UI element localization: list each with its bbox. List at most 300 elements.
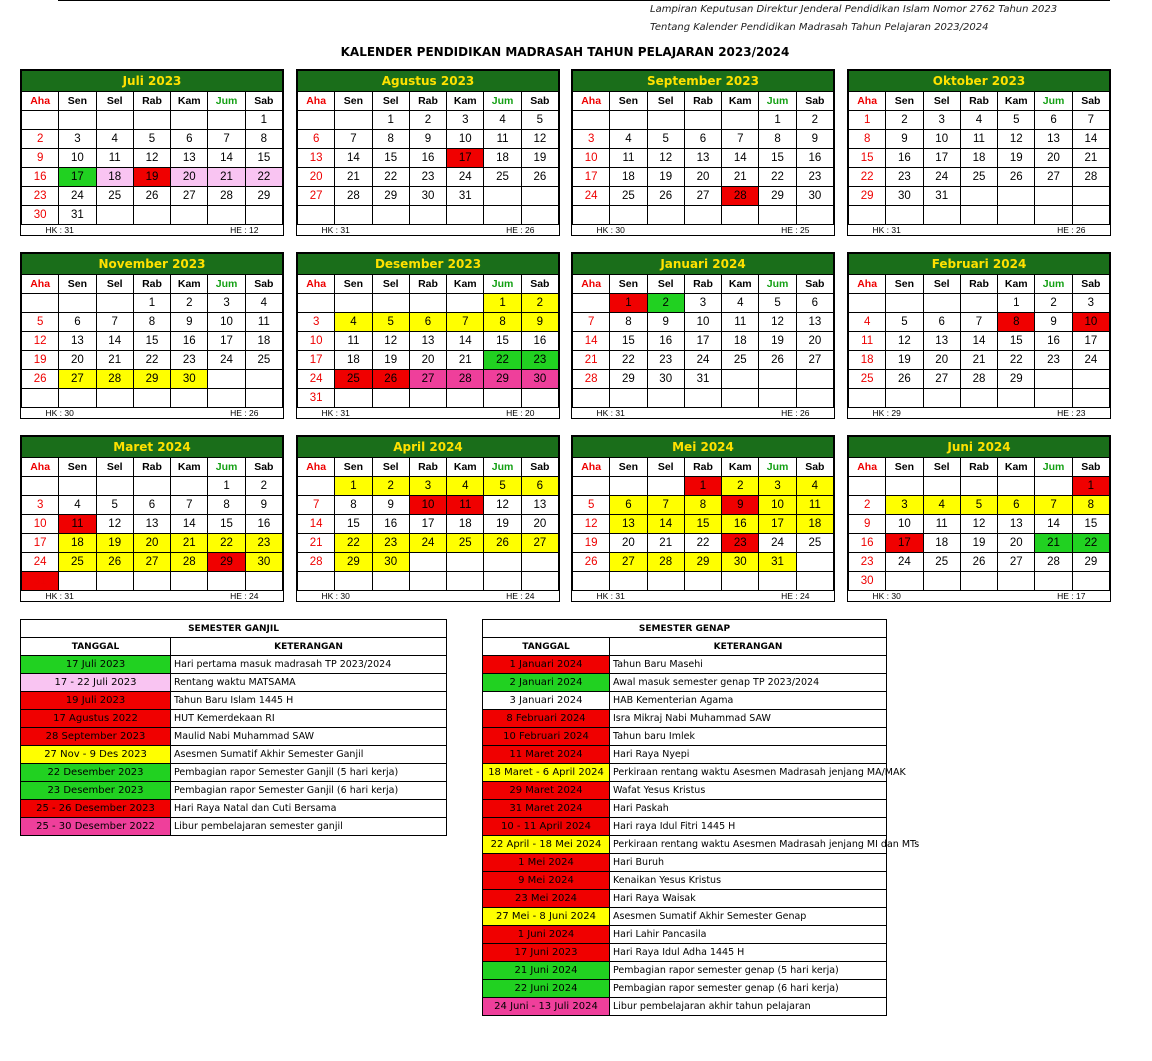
- empty-cell: [998, 187, 1035, 206]
- month-calendar: [296, 69, 560, 236]
- legend-description: Hari Paskah: [610, 800, 887, 818]
- day-cell: 22: [133, 351, 170, 370]
- day-cell: 7: [1072, 111, 1109, 130]
- day-cell: 13: [133, 515, 170, 534]
- day-cell: 17: [59, 168, 96, 187]
- legend-date: 27 Mei - 8 Juni 2024: [483, 908, 610, 926]
- weekday-header: Sel: [923, 458, 960, 477]
- day-cell: 1: [484, 294, 521, 313]
- day-cell: 26: [484, 534, 521, 553]
- day-cell: 3: [447, 111, 484, 130]
- day-cell: 13: [1035, 130, 1072, 149]
- empty-cell: [1035, 206, 1072, 225]
- day-cell: 14: [447, 332, 484, 351]
- day-cell: 17: [923, 149, 960, 168]
- legend-date: 22 Juni 2024: [483, 980, 610, 998]
- day-cell: 8: [849, 130, 886, 149]
- weekday-header: Jum: [484, 92, 521, 111]
- day-cell: 2: [171, 294, 208, 313]
- empty-cell: [886, 206, 923, 225]
- empty-cell: [722, 389, 759, 408]
- empty-cell: [684, 572, 721, 591]
- day-cell: 10: [923, 130, 960, 149]
- weekday-header: Jum: [759, 458, 796, 477]
- day-cell: 10: [886, 515, 923, 534]
- day-cell: 21: [1072, 149, 1109, 168]
- legend-col-desc: KETERANGAN: [610, 638, 887, 656]
- empty-cell: [484, 572, 521, 591]
- empty-cell: [96, 389, 133, 408]
- day-cell: 30: [409, 187, 446, 206]
- day-cell: 28: [1072, 168, 1109, 187]
- day-cell: 12: [647, 149, 684, 168]
- legend-description: Perkiraan rentang waktu Asesmen Madrasah jenjang MI dan MTs: [610, 836, 887, 854]
- empty-cell: [96, 477, 133, 496]
- day-cell: 24: [886, 553, 923, 572]
- legend-description: Hari Raya Waisak: [610, 890, 887, 908]
- legend-description: Hari Lahir Pancasila: [610, 926, 887, 944]
- empty-cell: [372, 206, 409, 225]
- day-cell: 7: [171, 496, 208, 515]
- empty-cell: [1035, 477, 1072, 496]
- weekday-header: Rab: [133, 275, 170, 294]
- empty-cell: [22, 477, 59, 496]
- day-cell: 28: [647, 553, 684, 572]
- legend-description: Libur pembelajaran semester ganjil: [171, 818, 447, 836]
- day-cell: 30: [849, 572, 886, 591]
- weekday-header: Sen: [335, 458, 372, 477]
- day-cell: 19: [759, 332, 796, 351]
- legend-description: Maulid Nabi Muhammad SAW: [171, 728, 447, 746]
- empty-cell: [171, 572, 208, 591]
- empty-cell: [133, 477, 170, 496]
- weekday-header: Kam: [722, 275, 759, 294]
- day-cell: 24: [298, 370, 335, 389]
- legend-row: [483, 854, 887, 872]
- legend-row: [483, 674, 887, 692]
- legend-date: 22 April - 18 Mei 2024: [483, 836, 610, 854]
- day-cell: 9: [521, 313, 558, 332]
- hk-count: HK : 31: [596, 591, 625, 601]
- day-cell: 31: [22, 572, 59, 591]
- day-cell: 2: [245, 477, 282, 496]
- legend-row: [483, 728, 887, 746]
- day-cell: 14: [335, 149, 372, 168]
- legend-semester-ganjil: [20, 619, 447, 836]
- day-cell: 23: [886, 168, 923, 187]
- day-cell: 25: [960, 168, 997, 187]
- day-cell: 14: [573, 332, 610, 351]
- legend-row: [483, 782, 887, 800]
- day-cell: 18: [335, 351, 372, 370]
- legend-description: Hari Raya Idul Adha 1445 H: [610, 944, 887, 962]
- day-cell: 26: [133, 187, 170, 206]
- day-cell: 4: [245, 294, 282, 313]
- weekday-header: Sen: [59, 92, 96, 111]
- day-cell: 20: [409, 351, 446, 370]
- weekday-header: Jum: [1035, 458, 1072, 477]
- day-cell: 30: [647, 370, 684, 389]
- day-cell: 14: [722, 149, 759, 168]
- day-cell: 28: [1035, 553, 1072, 572]
- weekday-header: Sen: [886, 458, 923, 477]
- empty-cell: [573, 294, 610, 313]
- day-cell: 16: [796, 149, 833, 168]
- day-cell: 8: [610, 313, 647, 332]
- hk-count: HK : 30: [45, 408, 74, 418]
- day-cell: 29: [484, 370, 521, 389]
- legend-row: [21, 746, 447, 764]
- hk-count: HK : 31: [45, 591, 74, 601]
- empty-cell: [133, 111, 170, 130]
- weekday-header: Rab: [960, 275, 997, 294]
- legend-date: 19 Juli 2023: [21, 692, 171, 710]
- legend-date: 21 Juni 2024: [483, 962, 610, 980]
- day-cell: 9: [849, 515, 886, 534]
- day-cell: 19: [96, 534, 133, 553]
- legend-date: 17 Juli 2023: [21, 656, 171, 674]
- day-cell: 27: [59, 370, 96, 389]
- empty-cell: [245, 370, 282, 389]
- weekday-header: Aha: [849, 92, 886, 111]
- empty-cell: [447, 294, 484, 313]
- empty-cell: [960, 572, 997, 591]
- legend-row: [483, 872, 887, 890]
- weekday-header: Jum: [759, 92, 796, 111]
- day-cell: 17: [759, 515, 796, 534]
- legend-row: [483, 836, 887, 854]
- legend-description: Kenaikan Yesus Kristus: [610, 872, 887, 890]
- empty-cell: [133, 206, 170, 225]
- day-cell: 20: [610, 534, 647, 553]
- legend-row: [21, 710, 447, 728]
- day-cell: 16: [245, 515, 282, 534]
- legend-description: HAB Kementerian Agama: [610, 692, 887, 710]
- legend-date: 28 September 2023: [21, 728, 171, 746]
- weekday-header: Sab: [1072, 92, 1109, 111]
- day-cell: 7: [647, 496, 684, 515]
- day-cell: 22: [1072, 534, 1109, 553]
- day-cell: 23: [245, 534, 282, 553]
- empty-cell: [849, 294, 886, 313]
- day-cell: 27: [409, 370, 446, 389]
- day-cell: 14: [960, 332, 997, 351]
- empty-cell: [647, 111, 684, 130]
- day-cell: 30: [521, 370, 558, 389]
- day-cell: 13: [298, 149, 335, 168]
- empty-cell: [22, 294, 59, 313]
- day-cell: 6: [1035, 111, 1072, 130]
- weekday-header: Kam: [171, 92, 208, 111]
- legend-date: 18 Maret - 6 April 2024: [483, 764, 610, 782]
- weekday-header: Aha: [22, 275, 59, 294]
- day-cell: 14: [96, 332, 133, 351]
- day-cell: 2: [647, 294, 684, 313]
- day-cell: 27: [610, 553, 647, 572]
- weekday-header: Sel: [372, 275, 409, 294]
- legend-row: [483, 962, 887, 980]
- empty-cell: [1035, 389, 1072, 408]
- day-cell: 9: [722, 496, 759, 515]
- day-cell: 8: [372, 130, 409, 149]
- day-cell: 12: [96, 515, 133, 534]
- day-cell: 1: [208, 477, 245, 496]
- empty-cell: [298, 572, 335, 591]
- day-cell: 5: [960, 496, 997, 515]
- legend-row: [21, 692, 447, 710]
- legend-description: Hari raya Idul Fitri 1445 H: [610, 818, 887, 836]
- legend-row: [21, 782, 447, 800]
- day-cell: 1: [610, 294, 647, 313]
- day-cell: 29: [245, 187, 282, 206]
- day-cell: 3: [59, 130, 96, 149]
- he-count: HE : 17: [1057, 591, 1086, 601]
- day-cell: 1: [335, 477, 372, 496]
- empty-cell: [573, 111, 610, 130]
- month-title: Juli 2023: [22, 71, 283, 92]
- day-cell: 8: [133, 313, 170, 332]
- day-cell: 12: [573, 515, 610, 534]
- day-cell: 11: [849, 332, 886, 351]
- day-cell: 23: [1035, 351, 1072, 370]
- day-cell: 31: [59, 206, 96, 225]
- empty-cell: [521, 187, 558, 206]
- weekday-header: Sab: [245, 458, 282, 477]
- legend-date: 27 Nov - 9 Des 2023: [21, 746, 171, 764]
- day-cell: 16: [171, 332, 208, 351]
- legend-date: 2 Januari 2024: [483, 674, 610, 692]
- month-title: Juni 2024: [849, 437, 1110, 458]
- day-cell: 10: [59, 149, 96, 168]
- empty-cell: [298, 294, 335, 313]
- legend-description: Pembagian rapor Semester Ganjil (6 hari kerja): [171, 782, 447, 800]
- day-cell: 5: [647, 130, 684, 149]
- legend-date: 17 - 22 Juli 2023: [21, 674, 171, 692]
- empty-cell: [960, 187, 997, 206]
- day-cell: 2: [22, 130, 59, 149]
- weekday-header: Kam: [171, 458, 208, 477]
- day-cell: 23: [22, 187, 59, 206]
- month-title: September 2023: [573, 71, 834, 92]
- legend-date: 29 Maret 2024: [483, 782, 610, 800]
- legend-description: Hari Raya Natal dan Cuti Bersama: [171, 800, 447, 818]
- day-cell: 29: [208, 553, 245, 572]
- day-cell: 24: [923, 168, 960, 187]
- weekday-header: Rab: [409, 458, 446, 477]
- day-cell: 21: [96, 351, 133, 370]
- weekday-header: Kam: [722, 458, 759, 477]
- he-count: HE : 20: [506, 408, 535, 418]
- empty-cell: [171, 206, 208, 225]
- weekday-header: Rab: [409, 275, 446, 294]
- empty-cell: [59, 389, 96, 408]
- day-cell: 21: [647, 534, 684, 553]
- empty-cell: [796, 553, 833, 572]
- empty-cell: [923, 389, 960, 408]
- day-cell: 13: [521, 496, 558, 515]
- day-cell: 2: [796, 111, 833, 130]
- day-cell: 17: [684, 332, 721, 351]
- day-cell: 20: [298, 168, 335, 187]
- empty-cell: [610, 111, 647, 130]
- day-cell: 22: [849, 168, 886, 187]
- day-cell: 16: [409, 149, 446, 168]
- day-cell: 30: [722, 553, 759, 572]
- hk-count: HK : 31: [321, 225, 350, 235]
- day-cell: 23: [796, 168, 833, 187]
- legend-date: 10 Februari 2024: [483, 728, 610, 746]
- hk-count: HK : 29: [872, 408, 901, 418]
- day-cell: 14: [1072, 130, 1109, 149]
- empty-cell: [409, 206, 446, 225]
- empty-cell: [22, 111, 59, 130]
- legend-date: 1 Januari 2024: [483, 656, 610, 674]
- day-cell: 26: [998, 168, 1035, 187]
- weekday-header: Jum: [1035, 275, 1072, 294]
- empty-cell: [96, 572, 133, 591]
- empty-cell: [923, 477, 960, 496]
- day-cell: 20: [1035, 149, 1072, 168]
- legend-description: Libur pembelajaran akhir tahun pelajaran: [610, 998, 887, 1016]
- day-cell: 28: [208, 187, 245, 206]
- day-cell: 18: [59, 534, 96, 553]
- day-cell: 19: [886, 351, 923, 370]
- day-cell: 17: [208, 332, 245, 351]
- month-calendar: [847, 435, 1111, 602]
- weekday-header: Sel: [96, 275, 133, 294]
- day-cell: 13: [796, 313, 833, 332]
- day-cell: 19: [998, 149, 1035, 168]
- weekday-header: Sel: [647, 275, 684, 294]
- legend-row: [483, 764, 887, 782]
- day-cell: 12: [22, 332, 59, 351]
- day-cell: 15: [849, 149, 886, 168]
- empty-cell: [759, 572, 796, 591]
- legend-date: 1 Mei 2024: [483, 854, 610, 872]
- day-cell: 6: [59, 313, 96, 332]
- weekday-header: Aha: [298, 275, 335, 294]
- empty-cell: [998, 477, 1035, 496]
- empty-cell: [998, 206, 1035, 225]
- empty-cell: [796, 572, 833, 591]
- legend-row: [483, 980, 887, 998]
- empty-cell: [1072, 572, 1109, 591]
- day-cell: 25: [447, 534, 484, 553]
- day-cell: 2: [372, 477, 409, 496]
- weekday-header: Sen: [610, 275, 647, 294]
- weekday-header: Kam: [447, 458, 484, 477]
- day-cell: 24: [447, 168, 484, 187]
- day-cell: 24: [409, 534, 446, 553]
- day-cell: 10: [573, 149, 610, 168]
- empty-cell: [610, 206, 647, 225]
- weekday-header: Sen: [335, 92, 372, 111]
- weekday-header: Aha: [573, 275, 610, 294]
- empty-cell: [610, 477, 647, 496]
- day-cell: 22: [208, 534, 245, 553]
- weekday-header: Sel: [96, 92, 133, 111]
- legend-row: [21, 656, 447, 674]
- empty-cell: [573, 572, 610, 591]
- day-cell: 15: [998, 332, 1035, 351]
- empty-cell: [796, 206, 833, 225]
- legend-date: 22 Desember 2023: [21, 764, 171, 782]
- he-count: HE : 24: [230, 591, 259, 601]
- day-cell: 4: [484, 111, 521, 130]
- legend-col-date: TANGGAL: [21, 638, 171, 656]
- day-cell: 3: [22, 496, 59, 515]
- top-rule: [58, 0, 1110, 1]
- day-cell: 3: [1072, 294, 1109, 313]
- day-cell: 26: [521, 168, 558, 187]
- empty-cell: [521, 553, 558, 572]
- legend-row: [21, 674, 447, 692]
- day-cell: 19: [484, 515, 521, 534]
- day-cell: 24: [59, 187, 96, 206]
- day-cell: 3: [923, 111, 960, 130]
- day-cell: 27: [796, 351, 833, 370]
- day-cell: 5: [96, 496, 133, 515]
- month-calendar: [20, 69, 284, 236]
- empty-cell: [684, 389, 721, 408]
- day-cell: 16: [521, 332, 558, 351]
- day-cell: 23: [722, 534, 759, 553]
- legend-row: [21, 764, 447, 782]
- hk-count: HK : 30: [872, 591, 901, 601]
- day-cell: 19: [372, 351, 409, 370]
- day-cell: 29: [759, 187, 796, 206]
- day-cell: 8: [245, 130, 282, 149]
- day-cell: 25: [335, 370, 372, 389]
- day-cell: 25: [796, 534, 833, 553]
- empty-cell: [923, 572, 960, 591]
- day-cell: 15: [208, 515, 245, 534]
- month-title: November 2023: [22, 254, 283, 275]
- day-cell: 21: [335, 168, 372, 187]
- weekday-header: Rab: [684, 92, 721, 111]
- empty-cell: [298, 111, 335, 130]
- empty-cell: [1035, 187, 1072, 206]
- day-cell: 30: [372, 553, 409, 572]
- empty-cell: [1072, 389, 1109, 408]
- weekday-header: Jum: [208, 92, 245, 111]
- day-cell: 6: [610, 496, 647, 515]
- he-count: HE : 26: [1057, 225, 1086, 235]
- legend-date: 10 - 11 April 2024: [483, 818, 610, 836]
- day-cell: 30: [171, 370, 208, 389]
- day-cell: 9: [245, 496, 282, 515]
- day-cell: 13: [409, 332, 446, 351]
- legend-row: [483, 998, 887, 1016]
- day-cell: 31: [684, 370, 721, 389]
- empty-cell: [447, 553, 484, 572]
- hk-count: HK : 31: [872, 225, 901, 235]
- day-cell: 28: [722, 187, 759, 206]
- day-cell: 30: [886, 187, 923, 206]
- day-cell: 29: [1072, 553, 1109, 572]
- weekday-header: Rab: [960, 458, 997, 477]
- day-cell: 19: [521, 149, 558, 168]
- weekday-header: Sab: [521, 275, 558, 294]
- day-cell: 27: [521, 534, 558, 553]
- day-cell: 2: [409, 111, 446, 130]
- weekday-header: Aha: [573, 458, 610, 477]
- day-cell: 16: [1035, 332, 1072, 351]
- legend-col-date: TANGGAL: [483, 638, 610, 656]
- day-cell: 26: [759, 351, 796, 370]
- day-cell: 14: [647, 515, 684, 534]
- empty-cell: [1035, 572, 1072, 591]
